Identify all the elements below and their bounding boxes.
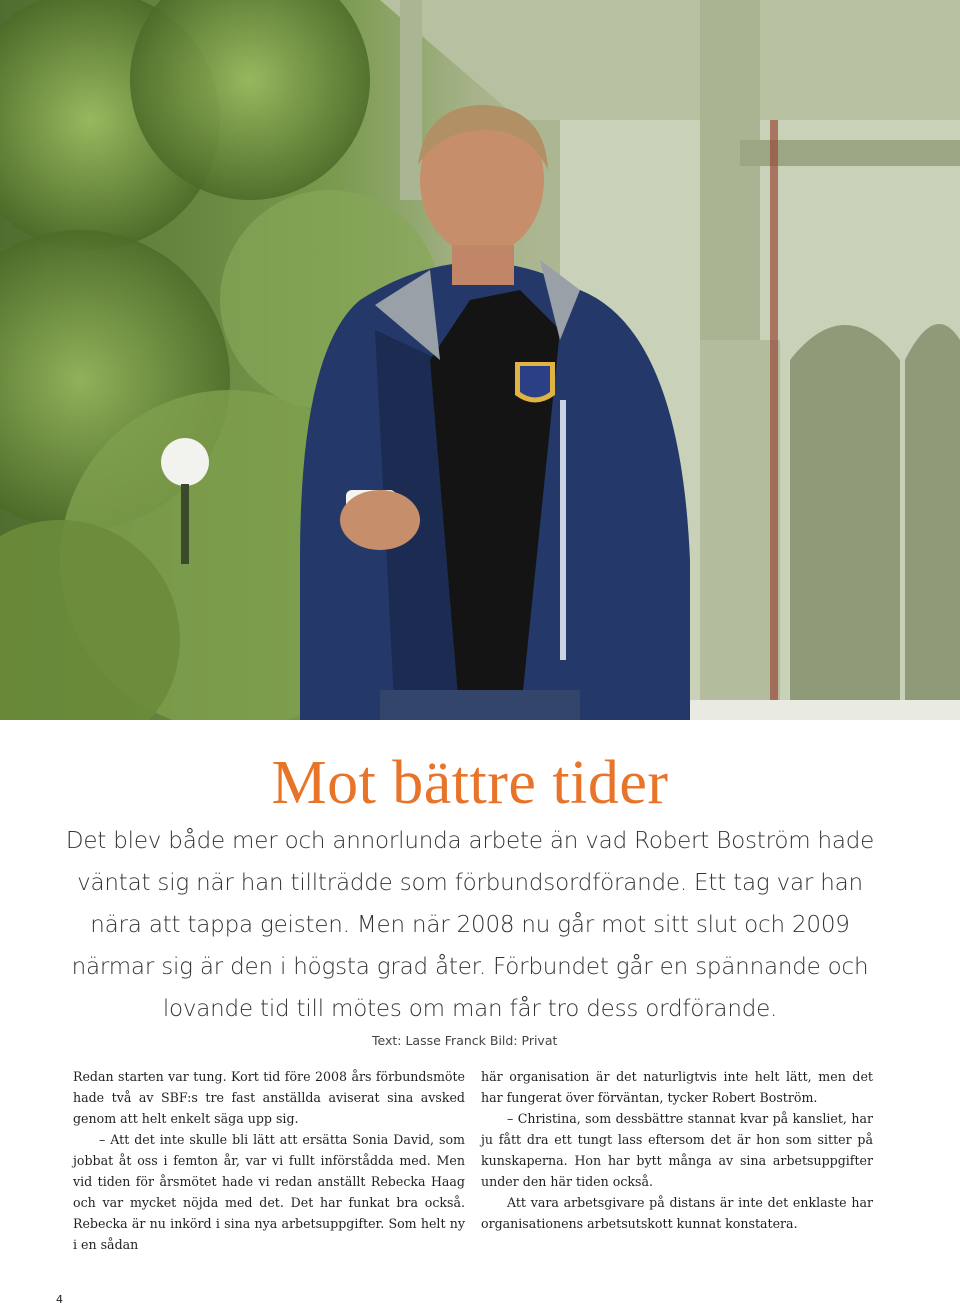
article-ingress: Det blev både mer och annorlunda arbete än vad Robert Boström hade väntat sig när han tillträdde som förbundsordförande. Ett tag var han nära att tappa geisten. Men när 2008 nu går mot sitt slut och 2009 närmar sig är den i högsta grad åter. Förbundet går en spännande och lovande tid till mötes om man får tro dess ordförande. <box>65 828 875 1022</box>
body-paragraph: – Att det inte skulle bli lätt att ersätta Sonia David, som jobbat åt oss i femton år, var vi fullt införstådda med. Men vid tiden för årsmötet hade vi redan anställt Rebecka Haag och var mycket nöjda med det. Det har funkat bra också. Rebecka är nu inkörd i sina nya arbetsuppgifter. Som helt ny i en sådan <box>73 1132 465 1252</box>
body-paragraph: – Christina, som dessbättre stannat kvar på kansliet, har ju fått dra ett tungt lass eftersom det är hon som sitter på kunskaperna. Hon har bytt många av sina arbetsuppgifter under den här tiden också. <box>481 1111 873 1189</box>
body-column-left <box>73 1066 465 1255</box>
body-paragraph: Redan starten var tung. Kort tid före 2008 års förbundsmöte hade två av SBF:s tre fast anställda aviserat sina avsked genom att helt enkelt säga upp sig. <box>73 1069 465 1126</box>
body-paragraph: Att vara arbetsgivare på distans är inte det enklaste har organisationens arbetsutskott kunnat konstatera. <box>481 1195 873 1231</box>
page-number: 4 <box>56 1293 63 1306</box>
article-headline: Mot bättre tider <box>271 749 669 817</box>
article-byline: Text: Lasse Franck Bild: Privat <box>372 1033 558 1048</box>
body-column-right <box>481 1066 873 1234</box>
body-paragraph: här organisation är det naturligtvis inte helt lätt, men det har fungerat över förväntan, tycker Robert Boström. <box>481 1069 873 1105</box>
